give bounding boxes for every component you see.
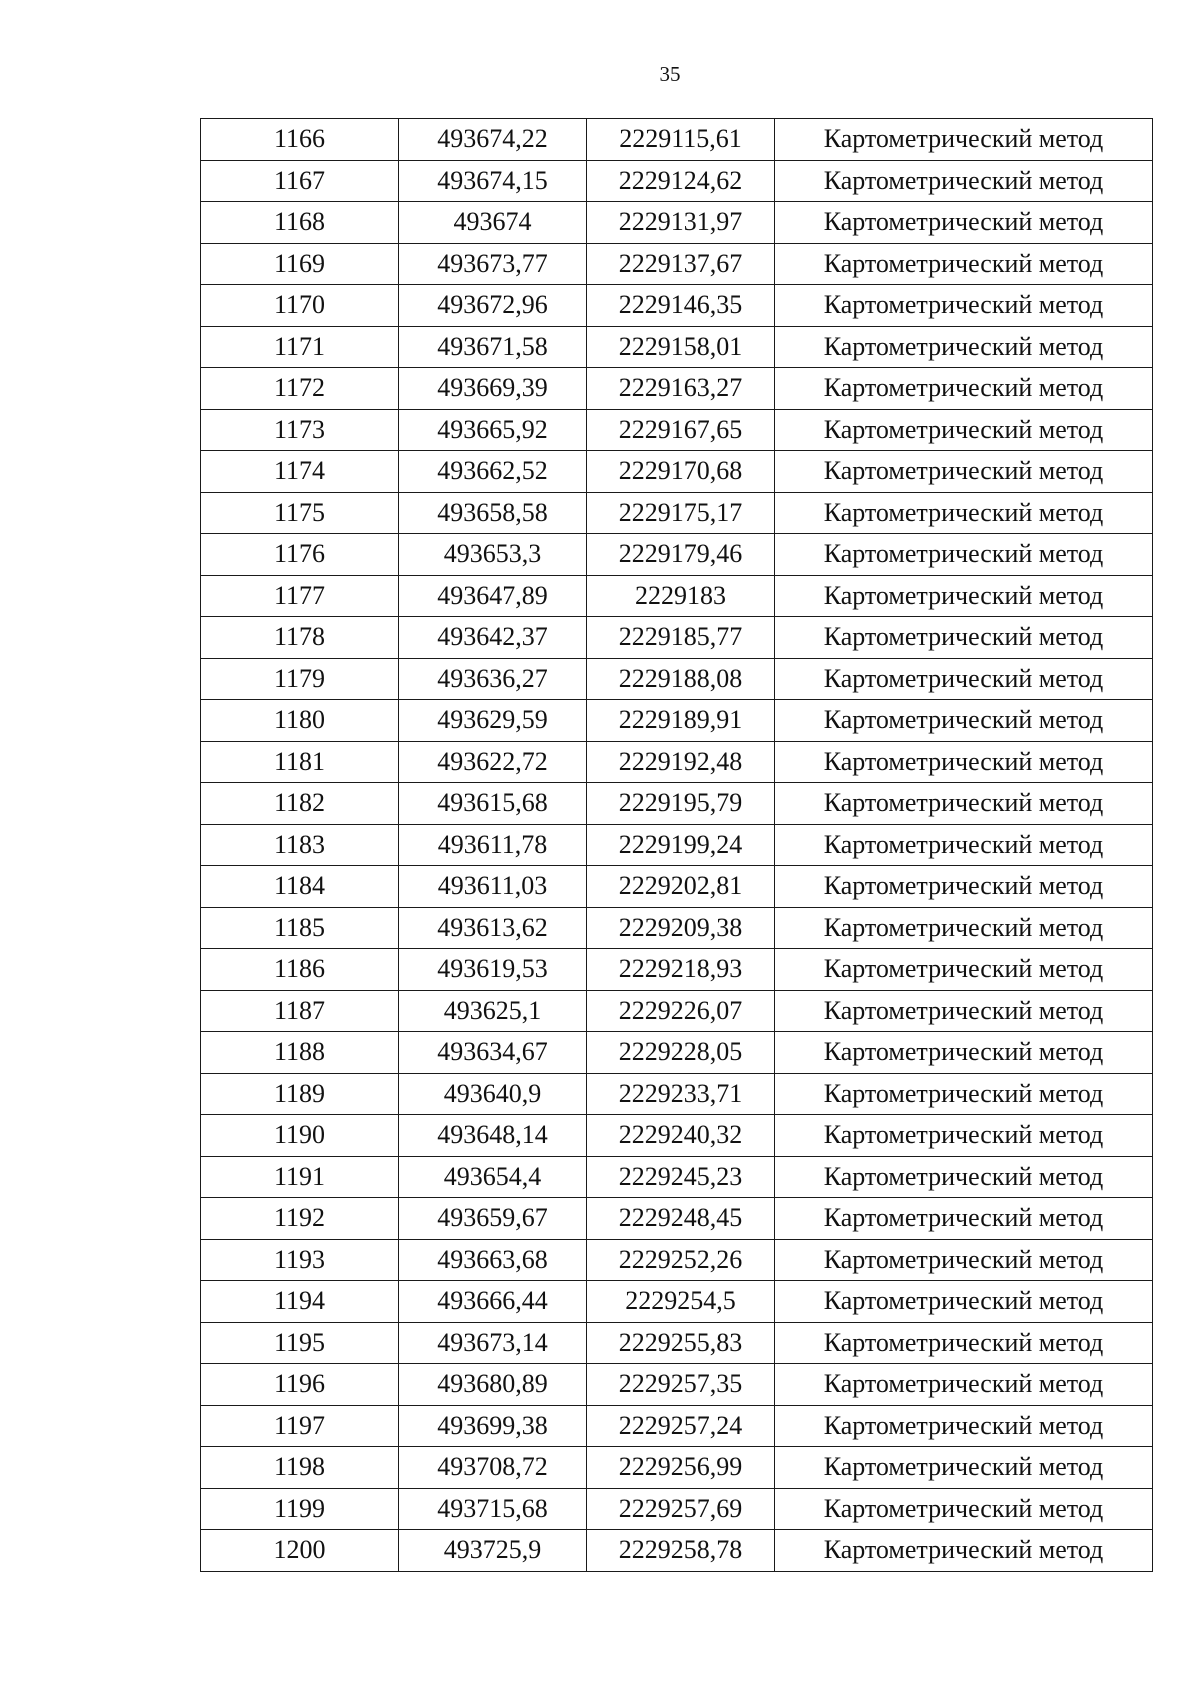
y-coordinate-cell: 2229257,35 (587, 1364, 775, 1406)
method-cell: Картометрический метод (775, 907, 1153, 949)
x-coordinate-cell: 493611,03 (399, 866, 587, 908)
x-coordinate-cell: 493642,37 (399, 617, 587, 659)
table-row (201, 1239, 1153, 1281)
method-cell: Картометрический метод (775, 119, 1153, 161)
x-coordinate-cell: 493674 (399, 202, 587, 244)
table-row (201, 575, 1153, 617)
y-coordinate-cell: 2229258,78 (587, 1530, 775, 1572)
point-number-cell: 1174 (201, 451, 399, 493)
x-coordinate-cell: 493671,58 (399, 326, 587, 368)
x-coordinate-cell: 493672,96 (399, 285, 587, 327)
method-cell: Картометрический метод (775, 1239, 1153, 1281)
y-coordinate-cell: 2229248,45 (587, 1198, 775, 1240)
table-row (201, 1530, 1153, 1572)
method-cell: Картометрический метод (775, 1447, 1153, 1489)
point-number-cell: 1194 (201, 1281, 399, 1323)
table-row (201, 1488, 1153, 1530)
table-row (201, 1364, 1153, 1406)
table-row (201, 1156, 1153, 1198)
coordinates-table (200, 118, 1153, 1572)
method-cell: Картометрический метод (775, 824, 1153, 866)
x-coordinate-cell: 493659,67 (399, 1198, 587, 1240)
table-row (201, 409, 1153, 451)
point-number-cell: 1175 (201, 492, 399, 534)
y-coordinate-cell: 2229158,01 (587, 326, 775, 368)
y-coordinate-cell: 2229137,67 (587, 243, 775, 285)
y-coordinate-cell: 2229185,77 (587, 617, 775, 659)
table-row (201, 1405, 1153, 1447)
y-coordinate-cell: 2229199,24 (587, 824, 775, 866)
point-number-cell: 1199 (201, 1488, 399, 1530)
point-number-cell: 1188 (201, 1032, 399, 1074)
x-coordinate-cell: 493653,3 (399, 534, 587, 576)
x-coordinate-cell: 493699,38 (399, 1405, 587, 1447)
x-coordinate-cell: 493619,53 (399, 949, 587, 991)
x-coordinate-cell: 493715,68 (399, 1488, 587, 1530)
method-cell: Картометрический метод (775, 1322, 1153, 1364)
table-row (201, 119, 1153, 161)
point-number-cell: 1183 (201, 824, 399, 866)
x-coordinate-cell: 493663,68 (399, 1239, 587, 1281)
method-cell: Картометрический метод (775, 783, 1153, 825)
x-coordinate-cell: 493708,72 (399, 1447, 587, 1489)
point-number-cell: 1177 (201, 575, 399, 617)
y-coordinate-cell: 2229175,17 (587, 492, 775, 534)
method-cell: Картометрический метод (775, 368, 1153, 410)
method-cell: Картометрический метод (775, 202, 1153, 244)
method-cell: Картометрический метод (775, 1488, 1153, 1530)
point-number-cell: 1191 (201, 1156, 399, 1198)
table-row (201, 1198, 1153, 1240)
point-number-cell: 1184 (201, 866, 399, 908)
table-row (201, 949, 1153, 991)
y-coordinate-cell: 2229170,68 (587, 451, 775, 493)
table-row (201, 741, 1153, 783)
x-coordinate-cell: 493625,1 (399, 990, 587, 1032)
point-number-cell: 1187 (201, 990, 399, 1032)
table-row (201, 451, 1153, 493)
table-row (201, 326, 1153, 368)
point-number-cell: 1193 (201, 1239, 399, 1281)
y-coordinate-cell: 2229183 (587, 575, 775, 617)
table-row (201, 866, 1153, 908)
table-row (201, 243, 1153, 285)
y-coordinate-cell: 2229167,65 (587, 409, 775, 451)
point-number-cell: 1200 (201, 1530, 399, 1572)
table-row (201, 492, 1153, 534)
x-coordinate-cell: 493674,15 (399, 160, 587, 202)
method-cell: Картометрический метод (775, 866, 1153, 908)
method-cell: Картометрический метод (775, 990, 1153, 1032)
table-row (201, 617, 1153, 659)
method-cell: Картометрический метод (775, 326, 1153, 368)
x-coordinate-cell: 493662,52 (399, 451, 587, 493)
table-row (201, 658, 1153, 700)
y-coordinate-cell: 2229192,48 (587, 741, 775, 783)
method-cell: Картометрический метод (775, 1156, 1153, 1198)
point-number-cell: 1178 (201, 617, 399, 659)
method-cell: Картометрический метод (775, 1364, 1153, 1406)
table-row (201, 907, 1153, 949)
method-cell: Картометрический метод (775, 575, 1153, 617)
method-cell: Картометрический метод (775, 451, 1153, 493)
point-number-cell: 1176 (201, 534, 399, 576)
table-row (201, 534, 1153, 576)
method-cell: Картометрический метод (775, 949, 1153, 991)
point-number-cell: 1166 (201, 119, 399, 161)
y-coordinate-cell: 2229179,46 (587, 534, 775, 576)
y-coordinate-cell: 2229209,38 (587, 907, 775, 949)
method-cell: Картометрический метод (775, 534, 1153, 576)
table-row (201, 1447, 1153, 1489)
point-number-cell: 1169 (201, 243, 399, 285)
y-coordinate-cell: 2229256,99 (587, 1447, 775, 1489)
y-coordinate-cell: 2229245,23 (587, 1156, 775, 1198)
method-cell: Картометрический метод (775, 1073, 1153, 1115)
x-coordinate-cell: 493725,9 (399, 1530, 587, 1572)
y-coordinate-cell: 2229124,62 (587, 160, 775, 202)
y-coordinate-cell: 2229115,61 (587, 119, 775, 161)
method-cell: Картометрический метод (775, 285, 1153, 327)
y-coordinate-cell: 2229228,05 (587, 1032, 775, 1074)
point-number-cell: 1196 (201, 1364, 399, 1406)
x-coordinate-cell: 493673,14 (399, 1322, 587, 1364)
table-row (201, 1281, 1153, 1323)
table-row (201, 1032, 1153, 1074)
point-number-cell: 1181 (201, 741, 399, 783)
x-coordinate-cell: 493669,39 (399, 368, 587, 410)
method-cell: Картометрический метод (775, 160, 1153, 202)
table-row (201, 700, 1153, 742)
point-number-cell: 1192 (201, 1198, 399, 1240)
y-coordinate-cell: 2229189,91 (587, 700, 775, 742)
point-number-cell: 1186 (201, 949, 399, 991)
point-number-cell: 1189 (201, 1073, 399, 1115)
table-row (201, 783, 1153, 825)
x-coordinate-cell: 493629,59 (399, 700, 587, 742)
y-coordinate-cell: 2229233,71 (587, 1073, 775, 1115)
point-number-cell: 1170 (201, 285, 399, 327)
y-coordinate-cell: 2229252,26 (587, 1239, 775, 1281)
method-cell: Картометрический метод (775, 1198, 1153, 1240)
x-coordinate-cell: 493611,78 (399, 824, 587, 866)
point-number-cell: 1171 (201, 326, 399, 368)
method-cell: Картометрический метод (775, 1405, 1153, 1447)
x-coordinate-cell: 493666,44 (399, 1281, 587, 1323)
point-number-cell: 1195 (201, 1322, 399, 1364)
point-number-cell: 1173 (201, 409, 399, 451)
y-coordinate-cell: 2229188,08 (587, 658, 775, 700)
y-coordinate-cell: 2229131,97 (587, 202, 775, 244)
point-number-cell: 1172 (201, 368, 399, 410)
x-coordinate-cell: 493680,89 (399, 1364, 587, 1406)
method-cell: Картометрический метод (775, 1115, 1153, 1157)
y-coordinate-cell: 2229257,24 (587, 1405, 775, 1447)
y-coordinate-cell: 2229255,83 (587, 1322, 775, 1364)
method-cell: Картометрический метод (775, 1281, 1153, 1323)
point-number-cell: 1180 (201, 700, 399, 742)
x-coordinate-cell: 493648,14 (399, 1115, 587, 1157)
method-cell: Картометрический метод (775, 243, 1153, 285)
y-coordinate-cell: 2229202,81 (587, 866, 775, 908)
table-row (201, 160, 1153, 202)
point-number-cell: 1182 (201, 783, 399, 825)
table-row (201, 1073, 1153, 1115)
table-row (201, 202, 1153, 244)
point-number-cell: 1167 (201, 160, 399, 202)
point-number-cell: 1198 (201, 1447, 399, 1489)
y-coordinate-cell: 2229254,5 (587, 1281, 775, 1323)
method-cell: Картометрический метод (775, 492, 1153, 534)
table-row (201, 1322, 1153, 1364)
table-row (201, 1115, 1153, 1157)
x-coordinate-cell: 493640,9 (399, 1073, 587, 1115)
x-coordinate-cell: 493634,67 (399, 1032, 587, 1074)
x-coordinate-cell: 493636,27 (399, 658, 587, 700)
x-coordinate-cell: 493658,58 (399, 492, 587, 534)
table-row (201, 285, 1153, 327)
coordinates-table-body (201, 119, 1153, 1572)
x-coordinate-cell: 493673,77 (399, 243, 587, 285)
method-cell: Картометрический метод (775, 741, 1153, 783)
x-coordinate-cell: 493647,89 (399, 575, 587, 617)
method-cell: Картометрический метод (775, 409, 1153, 451)
point-number-cell: 1168 (201, 202, 399, 244)
point-number-cell: 1179 (201, 658, 399, 700)
method-cell: Картометрический метод (775, 617, 1153, 659)
x-coordinate-cell: 493654,4 (399, 1156, 587, 1198)
table-row (201, 824, 1153, 866)
x-coordinate-cell: 493665,92 (399, 409, 587, 451)
x-coordinate-cell: 493615,68 (399, 783, 587, 825)
table-row (201, 368, 1153, 410)
y-coordinate-cell: 2229226,07 (587, 990, 775, 1032)
y-coordinate-cell: 2229257,69 (587, 1488, 775, 1530)
table-row (201, 990, 1153, 1032)
point-number-cell: 1190 (201, 1115, 399, 1157)
method-cell: Картометрический метод (775, 1530, 1153, 1572)
point-number-cell: 1185 (201, 907, 399, 949)
point-number-cell: 1197 (201, 1405, 399, 1447)
method-cell: Картометрический метод (775, 1032, 1153, 1074)
x-coordinate-cell: 493674,22 (399, 119, 587, 161)
x-coordinate-cell: 493622,72 (399, 741, 587, 783)
y-coordinate-cell: 2229195,79 (587, 783, 775, 825)
x-coordinate-cell: 493613,62 (399, 907, 587, 949)
method-cell: Картометрический метод (775, 658, 1153, 700)
page-number: 35 (659, 62, 681, 86)
y-coordinate-cell: 2229163,27 (587, 368, 775, 410)
y-coordinate-cell: 2229218,93 (587, 949, 775, 991)
y-coordinate-cell: 2229240,32 (587, 1115, 775, 1157)
y-coordinate-cell: 2229146,35 (587, 285, 775, 327)
method-cell: Картометрический метод (775, 700, 1153, 742)
